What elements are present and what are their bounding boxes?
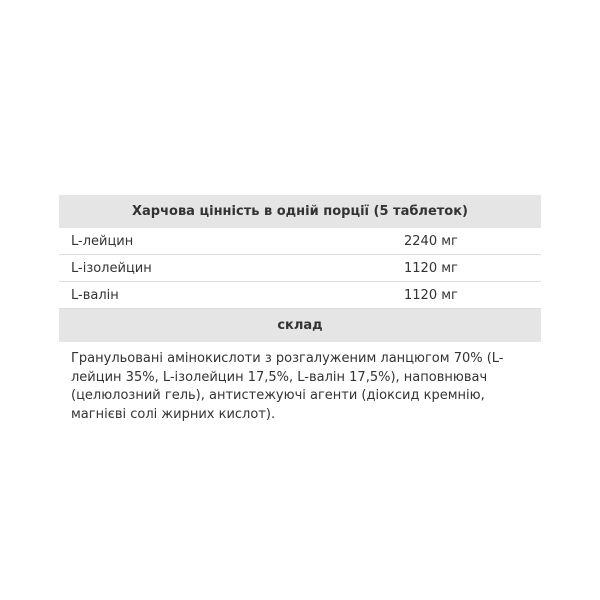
composition-text: Гранульовані амінокислоти з розгалуженим ланцюгом 70% (L-лейцин 35%, L-ізолейцин 17,5%, L-валін 17,5%), наповнювач (целюлозний гель), антистежуючі агенти (діоксид кремнію, магнієві солі жирних кислот). bbox=[71, 351, 504, 422]
ingredient-name: L-валін bbox=[71, 287, 119, 303]
nutrition-header: Харчова цінність в одній порції (5 таблеток) bbox=[59, 195, 541, 228]
composition-header: склад bbox=[59, 309, 541, 342]
ingredient-name: L-лейцин bbox=[71, 233, 134, 249]
table-row bbox=[59, 282, 541, 309]
nutrition-table bbox=[59, 195, 541, 424]
ingredient-name: L-ізолейцин bbox=[71, 260, 152, 276]
ingredient-amount: 1120 мг bbox=[404, 287, 458, 303]
table-row bbox=[59, 228, 541, 255]
table-row bbox=[59, 255, 541, 282]
ingredient-amount: 2240 мг bbox=[404, 233, 458, 249]
ingredient-amount: 1120 мг bbox=[404, 260, 458, 276]
